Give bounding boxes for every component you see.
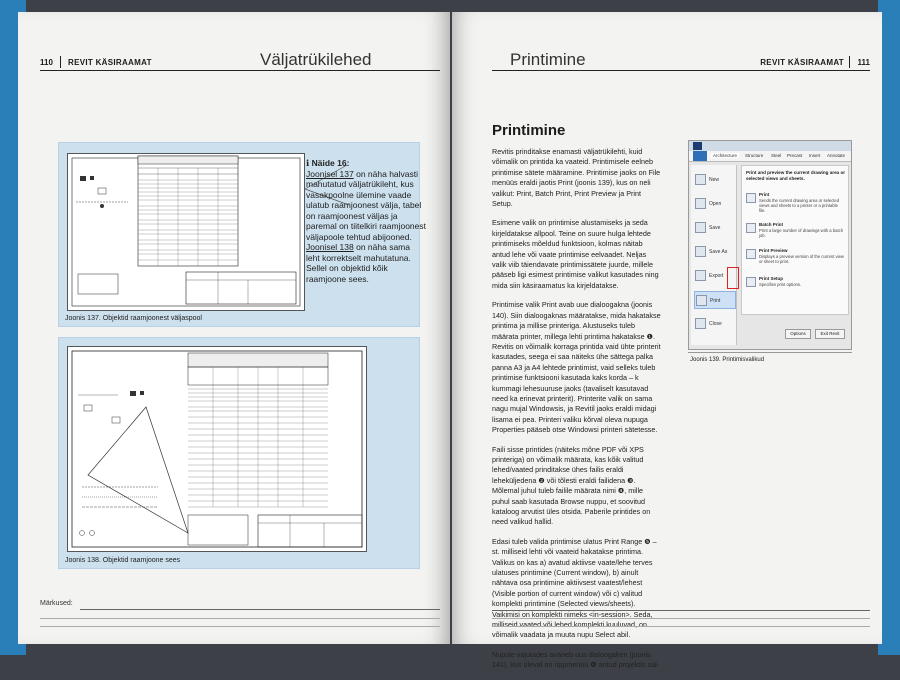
close-file-icon	[695, 318, 706, 329]
figure-caption: Joonis 138. Objektid raamjoone sees	[65, 557, 181, 564]
chapter-title: Printimine	[510, 50, 586, 69]
export-icon	[695, 270, 706, 281]
printer-icon	[746, 193, 756, 203]
figure-138	[58, 337, 420, 569]
page-number: 111	[857, 58, 870, 67]
file-tab	[693, 151, 707, 161]
notes-line	[40, 618, 440, 619]
option-print: Print Sends the current drawing area or selected views and sheets to a printer or a printable file.	[746, 192, 846, 218]
menu-save: Save	[694, 219, 736, 237]
figure-caption: Joonis 137. Objektid raamjoonest väljaspool	[65, 315, 202, 322]
options-button: Options	[785, 329, 811, 339]
body-text	[492, 147, 662, 680]
notes-line	[40, 626, 440, 627]
example-note	[306, 158, 426, 284]
option-print-setup: Print Setup Specifies print options.	[746, 276, 846, 294]
tab-steel: Steel	[771, 153, 782, 158]
exit-revit-button: Exit Revit	[815, 329, 845, 339]
batch-print-icon	[746, 223, 756, 233]
header-rule	[40, 70, 440, 71]
menu-close: Close	[694, 315, 736, 333]
left-page-header	[40, 48, 440, 76]
notes-label: Märkused:	[40, 600, 73, 607]
chapter-title: Väljatrükilehed	[260, 50, 372, 69]
paragraph: Faili sisse printides (näiteks mõne PDF või XPS printeriga) on võimalik määrata, kas kõik valitud lehed/vaated prinditakse ühes failis eraldi leheküljedena ❷ või tõlesti eraldi failidena ❸. Mõlemal juhul tuleb failile määrata nimi ❹, mille puhul saab kasutada Browse nuppu, et soovitud kataloog arvutist üles otsida. Paberile printides on need valikud hallid.	[492, 444, 651, 527]
revit-logo-icon	[693, 142, 703, 150]
print-preview-icon	[746, 249, 756, 259]
tab-structure: Structure	[745, 153, 764, 158]
notes-line	[492, 610, 870, 611]
app-title-bar	[689, 141, 851, 151]
panel-heading: Print and preview the current drawing area or selected views and sheets.	[746, 170, 846, 181]
note-text: on näha halvasti mahutatud väljatrükileht, kus vasakpoolne ülemine vaade ulatub raamjoonest välja, tabel on raamjoonest väljas ja paremal on tiitelkiri raamjoonest väljapoole tehtud abijooned.	[306, 168, 426, 242]
ribbon-tabs	[689, 151, 851, 162]
option-batch-print: Batch Print Print a large number of drawings with a batch job.	[746, 222, 846, 244]
note-label: Näide 16:	[311, 158, 350, 168]
open-folder-icon	[695, 198, 706, 209]
info-icon: ℹ	[306, 158, 310, 168]
drawing-graphics	[68, 154, 304, 310]
drawing-sheet	[67, 153, 305, 311]
new-file-icon	[695, 174, 706, 185]
paragraph: Printimise valik Print avab uue dialoogakna (joonis 140). Siin dialoogaknas määratakse, mida hakatakse printima ja millise printeriga. Alustuseks tuleb määrata printer, millega lehti printima hakatakse ❶. Revitis on võimalik korraga printida vaid ühte printerit kasutades, seega ei saa näiteks ühe sättega palka panna A3 ja A4 lehtede printimist, vaid selleks tuleb printimise funktsiooni kasutada kaks korda – k kummagi lehesuuruse jaoks (tavaliselt kasutavad need ka erinevat printerit). Printerite valik on sama nagu mujal Windowsis, ja Revitil jaoks eraldi midagi lisama ei pea. Printeri valiku kõrval oleva nupuga Properties pääseb otse Windowsi printeri sätetesse.	[492, 300, 661, 435]
tab-precast: Precast	[787, 153, 803, 158]
save-icon	[695, 222, 706, 233]
revit-file-menu-screenshot	[688, 140, 852, 350]
section-title: Printimine	[492, 122, 566, 139]
header-rule	[492, 70, 870, 71]
book-title: REVIT KÄSIRAAMAT	[760, 58, 844, 67]
drawing-graphics	[68, 347, 366, 551]
header-divider	[849, 56, 850, 68]
paragraph: Esimene valik on printimise alustamiseks ja seda kirjeldatakse allpool. Teine on suure hulga lehtede printimiseks mõeldud funktsioon, kolmas näitab antud lehe või vaate printimise eelvaadet. Neljas valik viib täiendavate printimissätete juurde, millele pääseb ligi esimest printimise valikut kasutades ning mida siin käsiraamatus ka kirjeldatakse.	[492, 218, 659, 290]
menu-export: Export	[694, 267, 736, 285]
left-page	[18, 12, 450, 644]
print-options-panel	[741, 165, 849, 315]
tab-annotate: Annotate	[827, 153, 846, 158]
notes-line	[80, 600, 440, 610]
figure-caption: Joonis 139. Printimisvalikud	[690, 357, 765, 363]
drawing-sheet	[67, 346, 367, 552]
caption-rule	[688, 352, 852, 353]
book-title: REVIT KÄSIRAAMAT	[68, 58, 152, 67]
page-number: 110	[40, 58, 53, 67]
right-page	[452, 12, 882, 670]
menu-open: Open	[694, 195, 736, 213]
menu-new: New	[694, 171, 736, 189]
note-text: on näha sama leht korrektselt mahutatuna. Sellel on objektid kõik raamjoone sees.	[306, 242, 411, 284]
paragraph: Edasi tuleb valida printimise ulatus Print Range ❺ – st. milliseid lehti või vaateid hakatakse printima. Valikus on kas a) avatud aktiivse vaate/lehe terves ulatuses printimine (Current window), b) ainult nähtava osa printimine aktiivsest vaatest/lehest (Visible portion of current window) või c) valitud komplekti printimine (Selected views/sheets). Vaikimisi on komplekti nimeks <in-session>. Seda, milliseid vaated või lehed komplekti kuuluvad, on võimalik vaadata ja muuta nupu Select abil.	[492, 536, 657, 640]
option-print-preview: Print Preview Displays a preview version of the current view or sheet to print.	[746, 248, 846, 272]
notes-line	[492, 618, 870, 619]
tab-insert: Insert	[809, 153, 821, 158]
file-menu-sidebar	[691, 165, 737, 345]
right-page-header	[492, 48, 870, 76]
print-setup-icon	[746, 277, 756, 287]
print-arrow-highlight	[727, 267, 739, 289]
header-divider	[60, 56, 61, 68]
notes-line	[492, 626, 870, 627]
paragraph: Revitis prinditakse enamasti väljatrükilehti, kuid võimalik on printida ka vaateid. Printimisele eelneb printimise sätete määramine. Printimise jaoks on File menüüs eraldi jaotis Print (joonis 139), kus on neli valikut: Print, Batch Print, Print Preview ja Print Setup.	[492, 147, 661, 209]
save-as-icon	[695, 246, 706, 257]
paragraph: Nupule vajutades avaneb uus dialoogaken (joonis 141), kus üleval on rippmenüü ❻ antud projektis sal-	[492, 649, 660, 670]
menu-print: Print	[694, 291, 736, 309]
printer-icon	[696, 295, 707, 306]
figure-reference: Joonisel 138	[306, 242, 354, 252]
figure-reference: Joonisel 137	[306, 168, 354, 179]
menu-save-as: Save As	[694, 243, 736, 261]
tab-architecture: Architecture	[713, 153, 738, 158]
